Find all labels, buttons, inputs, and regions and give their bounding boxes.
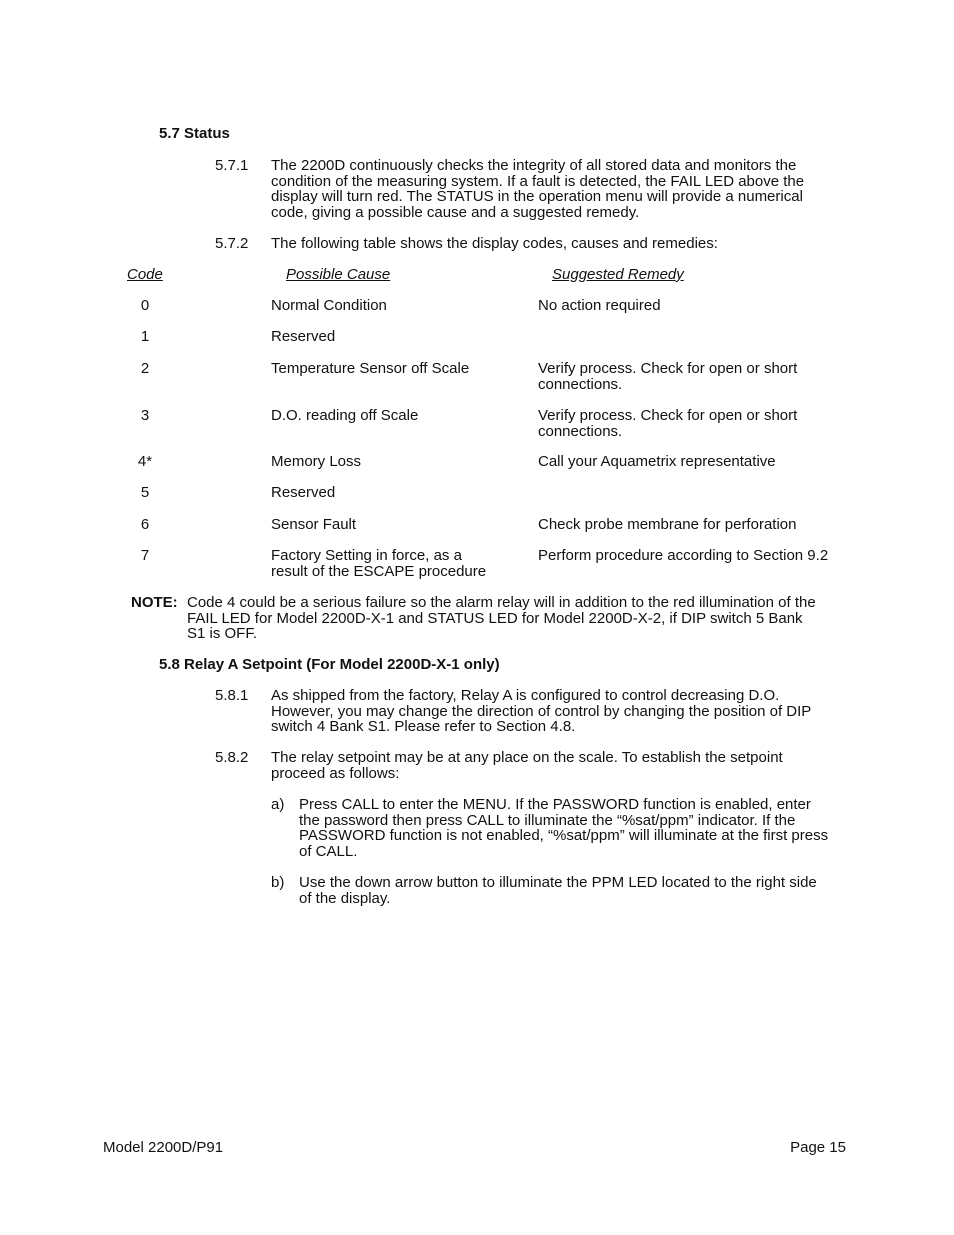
paragraph-number: 5.7.2 <box>215 235 249 252</box>
table-cell-remedy <box>538 408 858 439</box>
table-cell-code: 7 <box>140 547 150 564</box>
text-line: Temperature Sensor off Scale <box>271 360 470 377</box>
text-line: connections. <box>538 375 623 393</box>
text-line: Verify process. Check for open or short <box>538 407 798 424</box>
table-header-remedy: Suggested Remedy <box>552 266 684 283</box>
text-line: Normal Condition <box>271 297 387 314</box>
text-line: Verify process. Check for open or short <box>538 360 798 377</box>
text-line: Use the down arrow button to illuminate the PPM LED located to the right side <box>299 874 817 891</box>
table-cell-code: 6 <box>140 516 150 533</box>
table-cell-cause <box>271 485 521 501</box>
table-cell-code: 0 <box>140 297 150 314</box>
table-cell-cause <box>271 329 521 345</box>
text-line: proceed as follows: <box>271 764 400 782</box>
paragraph-number: 5.8.2 <box>215 749 249 766</box>
table-cell-remedy <box>538 454 858 470</box>
table-cell-cause <box>271 517 521 533</box>
note-label: NOTE: <box>131 594 178 611</box>
section-heading-5-7: 5.7 Status <box>159 125 230 142</box>
text-line: Factory Setting in force, as a <box>271 547 462 564</box>
text-line: As shipped from the factory, Relay A is configured to control decreasing D.O. <box>271 687 780 704</box>
table-cell-code: 1 <box>140 328 150 345</box>
section-heading-5-8: 5.8 Relay A Setpoint (For Model 2200D-X-1 only) <box>159 656 500 673</box>
text-line: Sensor Fault <box>271 516 357 533</box>
text-line: The 2200D continuously checks the integrity of all stored data and monitors the <box>271 157 797 174</box>
step-a <box>299 797 859 859</box>
text-line: condition of the measuring system. If a fault is detected, the FAIL LED above the <box>271 172 805 190</box>
table-cell-cause <box>271 408 521 424</box>
footer-page-number: Page 15 <box>790 1139 846 1156</box>
text-line: switch 4 Bank S1. Please refer to Section 4.8. <box>271 718 576 735</box>
table-cell-code: 2 <box>140 360 150 377</box>
text-line: D.O. reading off Scale <box>271 407 419 424</box>
text-line: Code 4 could be a serious failure so the alarm relay will in addition to the red illumination of the <box>187 594 816 611</box>
paragraph-5-7-2: The following table shows the display codes, causes and remedies: <box>271 235 718 252</box>
table-cell-remedy <box>538 361 858 392</box>
text-line: display will turn red. The STATUS in the operation menu will provide a numerical <box>271 188 803 205</box>
note-text <box>187 595 857 642</box>
table-cell-cause <box>271 298 521 314</box>
text-line: Reserved <box>271 328 336 345</box>
text-line: However, you may change the direction of control by changing the position of DIP <box>271 702 812 720</box>
table-cell-cause <box>271 548 521 579</box>
footer-model: Model 2200D/P91 <box>103 1139 224 1156</box>
text-line: connections. <box>538 422 623 440</box>
text-line: the password then press CALL to illuminate the “%sat/ppm” indicator. If the <box>299 811 796 829</box>
text-line: Perform procedure according to Section 9.2 <box>538 547 829 564</box>
table-cell-cause <box>271 454 521 470</box>
step-marker: a) <box>271 796 285 813</box>
table-cell-code: 3 <box>140 407 150 424</box>
text-line: The relay setpoint may be at any place on the scale. To establish the setpoint <box>271 749 783 766</box>
text-line: code, giving a possible cause and a suggested remedy. <box>271 203 640 221</box>
text-line: Call your Aquametrix representative <box>538 453 776 470</box>
table-cell-code: 4* <box>137 453 153 470</box>
table-cell-remedy <box>538 548 858 564</box>
text-line: Check probe membrane for perforation <box>538 516 797 533</box>
table-cell-cause <box>271 361 521 377</box>
text-line: of the display. <box>299 889 391 907</box>
step-marker: b) <box>271 874 285 891</box>
text-line: Memory Loss <box>271 453 362 470</box>
table-cell-code: 5 <box>140 484 150 501</box>
text-line: FAIL LED for Model 2200D-X-1 and STATUS LED for Model 2200D-X-2, if DIP switch 5 Bank <box>187 609 803 627</box>
paragraph-5-7-1 <box>271 158 841 220</box>
text-line: No action required <box>538 297 661 314</box>
paragraph-number: 5.7.1 <box>215 157 249 174</box>
text-line: result of the ESCAPE procedure <box>271 562 487 580</box>
table-header-cause: Possible Cause <box>286 266 391 283</box>
text-line: PASSWORD function is not enabled, “%sat/ppm” will illuminate at the first press <box>299 827 829 844</box>
paragraph-5-8-1 <box>271 688 841 735</box>
table-cell-remedy <box>538 517 858 533</box>
paragraph-5-8-2 <box>271 750 841 781</box>
text-line: S1 is OFF. <box>187 625 258 642</box>
paragraph-number: 5.8.1 <box>215 687 249 704</box>
table-header-code: Code <box>127 266 163 283</box>
text-line: Reserved <box>271 484 336 501</box>
text-line: of CALL. <box>299 842 358 860</box>
table-cell-remedy <box>538 298 858 314</box>
step-b <box>299 875 859 906</box>
text-line: Press CALL to enter the MENU. If the PASSWORD function is enabled, enter <box>299 796 811 813</box>
